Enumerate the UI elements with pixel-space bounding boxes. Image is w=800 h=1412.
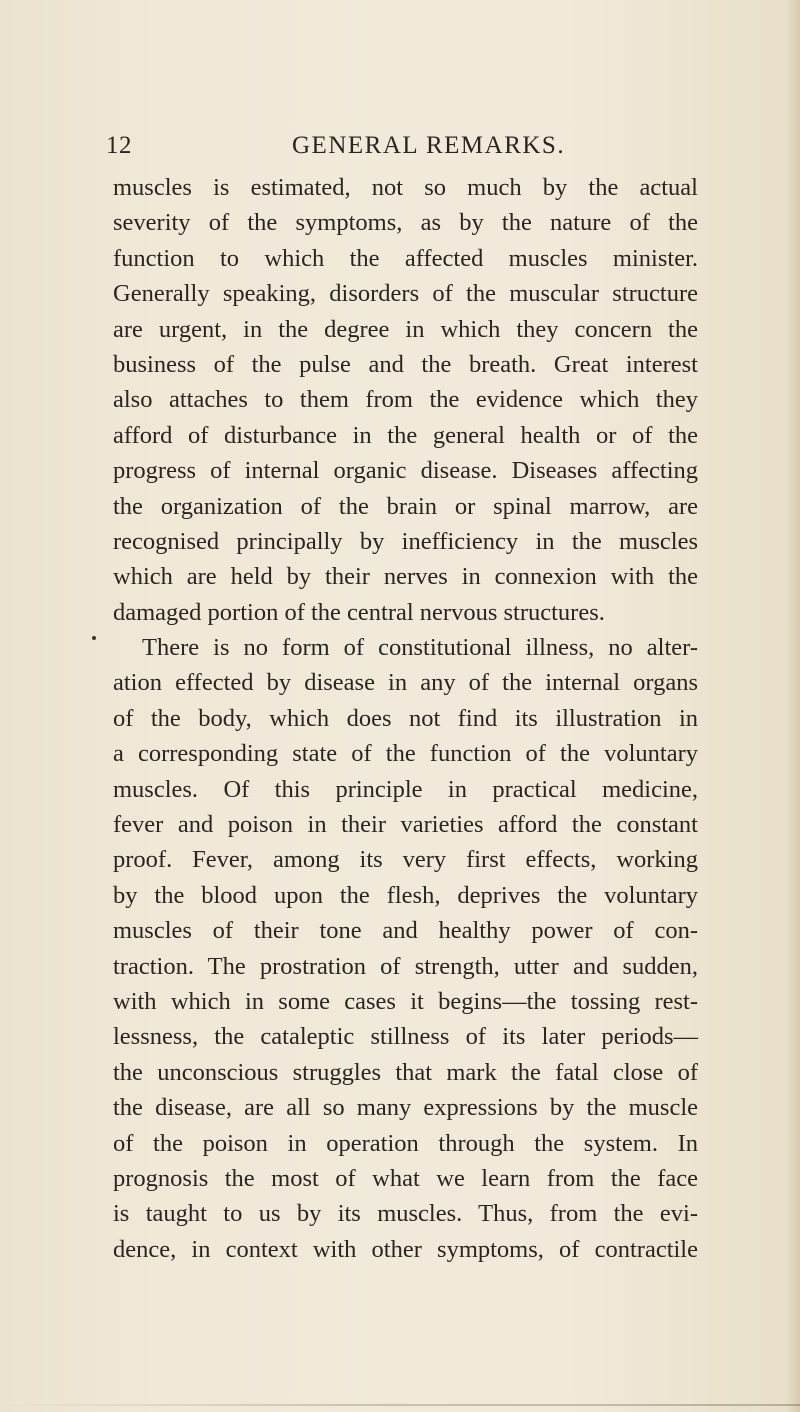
- text-line: dence, in context with other symptoms, of contractile: [113, 1235, 698, 1263]
- text-line: a corresponding state of the function of the voluntary: [113, 740, 698, 768]
- text-line: There is no form of constitutional illness, no alter-: [142, 634, 698, 662]
- text-line: proof. Fever, among its very first effects, working: [113, 846, 698, 874]
- body-text: [113, 170, 698, 1267]
- text-line: afford of disturbance in the general health or of the: [113, 421, 698, 449]
- text-line: progress of internal organic disease. Diseases affecting: [113, 457, 698, 485]
- text-line: are urgent, in the degree in which they concern the: [113, 315, 698, 343]
- text-line: the unconscious struggles that mark the fatal close of: [113, 1058, 698, 1086]
- page-edge-shadow: [786, 0, 800, 1412]
- text-line: the disease, are all so many expressions by the muscle: [113, 1094, 698, 1122]
- text-line: ation effected by disease in any of the internal organs: [113, 669, 698, 697]
- margin-mark: [92, 636, 96, 640]
- page-header: [104, 132, 704, 166]
- text-line: the organization of the brain or spinal marrow, are: [113, 492, 698, 520]
- text-line: business of the pulse and the breath. Great interest: [113, 350, 698, 378]
- text-line: severity of the symptoms, as by the nature of the: [113, 209, 698, 237]
- text-line: prognosis the most of what we learn from the face: [113, 1164, 698, 1192]
- text-line: damaged portion of the central nervous structures.: [113, 598, 605, 626]
- page-bottom-edge: [0, 1404, 800, 1406]
- text-line: also attaches to them from the evidence which they: [113, 386, 698, 414]
- text-line: fever and poison in their varieties afford the constant: [113, 811, 698, 839]
- text-line: of the poison in operation through the system. In: [113, 1129, 698, 1157]
- text-line: Generally speaking, disorders of the muscular structure: [113, 280, 698, 308]
- text-line: traction. The prostration of strength, utter and sudden,: [113, 952, 698, 980]
- text-line: recognised principally by inefficiency in the muscles: [113, 527, 698, 555]
- text-line: of the body, which does not find its illustration in: [113, 704, 698, 732]
- text-line: with which in some cases it begins—the tossing rest-: [113, 987, 698, 1015]
- running-head: GENERAL REMARKS.: [292, 132, 566, 159]
- text-line: function to which the affected muscles minister.: [113, 244, 698, 272]
- text-line: muscles. Of this principle in practical medicine,: [113, 775, 698, 803]
- text-line: is taught to us by its muscles. Thus, from the evi-: [113, 1200, 698, 1228]
- text-line: muscles of their tone and healthy power of con-: [113, 917, 698, 945]
- text-line: lessness, the cataleptic stillness of its later periods—: [113, 1023, 698, 1051]
- text-line: which are held by their nerves in connexion with the: [113, 563, 698, 591]
- page-number: 12: [106, 132, 132, 159]
- text-line: muscles is estimated, not so much by the actual: [113, 174, 698, 201]
- text-line: by the blood upon the flesh, deprives the voluntary: [113, 881, 698, 909]
